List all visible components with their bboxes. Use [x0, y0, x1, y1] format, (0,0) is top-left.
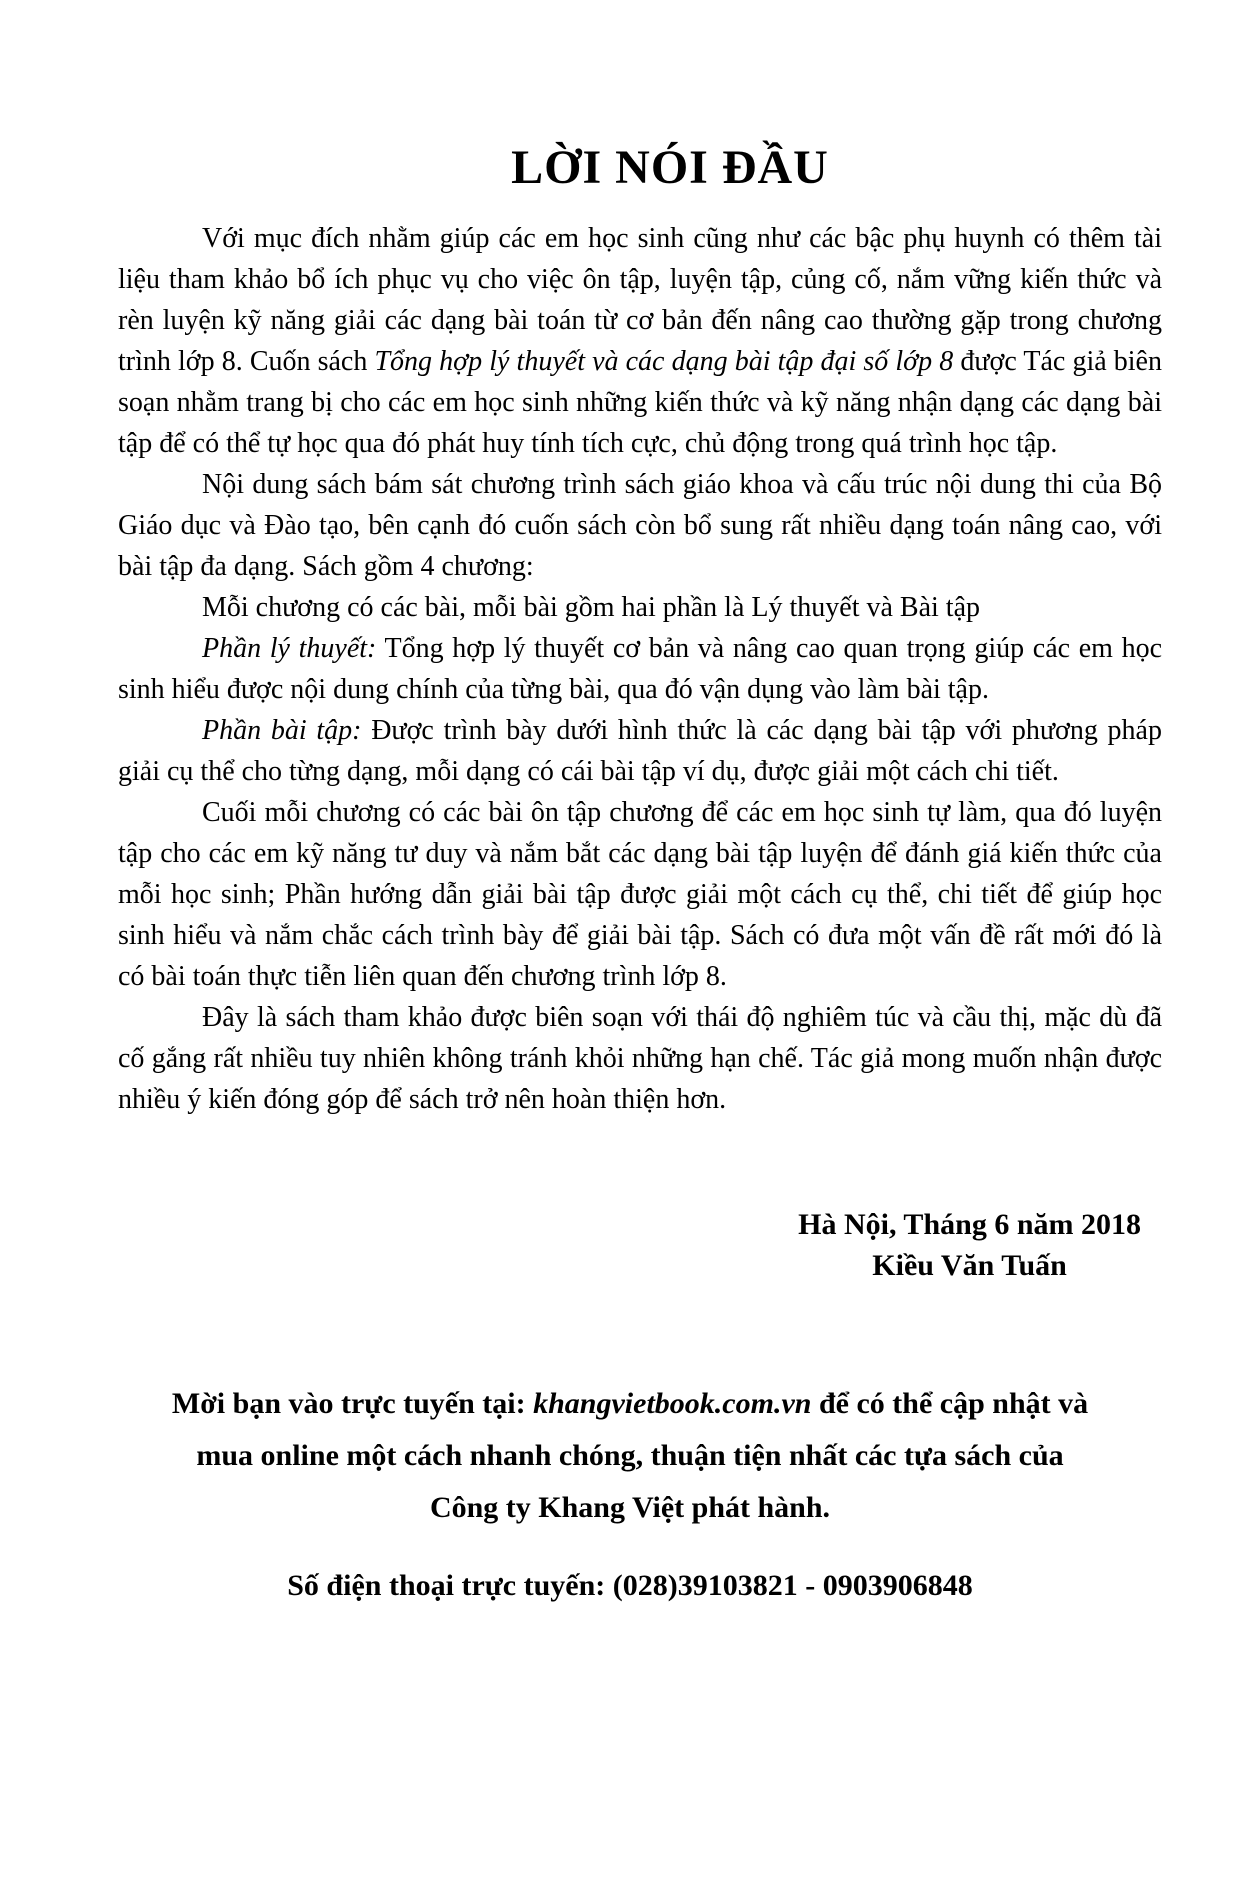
paragraph: Nội dung sách bám sát chương trình sách giáo khoa và cấu trúc nội dung thi của Bộ Giáo dục và Đào tạo, bên cạnh đó cuốn sách còn bổ sung rất nhiều dạng toán nâng cao, với bài tập đa dạng. Sách gồm 4 chương: — [118, 469, 1162, 582]
signature-author: Kiều Văn Tuấn — [872, 1249, 1067, 1282]
paragraph: Phần lý thuyết: Tổng hợp lý thuyết cơ bản và nâng cao quan trọng giúp các em học sinh hiểu được nội dung chính của từng bài, qua đó vận dụng vào làm bài tập. — [118, 633, 1162, 705]
promo-line: Mời bạn vào trực tuyến tại: khangvietbook.com.vn để có thể cập nhật và — [171, 1387, 1089, 1420]
promo-line: Công ty Khang Việt phát hành. — [429, 1491, 831, 1524]
preface-body — [118, 218, 1162, 1120]
paragraph: Phần bài tập: Được trình bày dưới hình thức là các dạng bài tập với phương pháp giải cụ thể cho từng dạng, mỗi dạng có cái bài tập ví dụ, được giải một cách chi tiết. — [118, 715, 1162, 787]
promo-line: mua online một cách nhanh chóng, thuận tiện nhất các tựa sách của — [196, 1439, 1064, 1472]
paragraph: Với mục đích nhằm giúp các em học sinh cũng như các bậc phụ huynh có thêm tài liệu tham khảo bổ ích phục vụ cho việc ôn tập, luyện tập, củng cố, nắm vững kiến thức và rèn luyện kỹ năng giải các dạng bài toán từ cơ bản đến nâng cao thường gặp trong chương trình lớp 8. Cuốn sách Tổng hợp lý thuyết và các dạng bài tập đại số lớp 8 được Tác giả biên soạn nhằm trang bị cho các em học sinh những kiến thức và kỹ năng nhận dạng các dạng bài tập để có thể tự học qua đó phát huy tính tích cực, chủ động trong quá trình học tập. — [118, 223, 1162, 459]
paragraph: Cuối mỗi chương có các bài ôn tập chương để các em học sinh tự làm, qua đó luyện tập cho các em kỹ năng tư duy và nắm bắt các dạng bài tập luyện để đánh giá kiến thức của mỗi học sinh; Phần hướng dẫn giải bài tập được giải một cách cụ thể, chi tiết để giúp học sinh hiểu và nắm chắc cách trình bày để giải bài tập. Sách có đưa một vấn đề rất mới đó là có bài toán thực tiễn liên quan đến chương trình lớp 8. — [118, 797, 1162, 992]
paragraph: Mỗi chương có các bài, mỗi bài gồm hai phần là Lý thuyết và Bài tập — [202, 592, 980, 623]
paragraph: Đây là sách tham khảo được biên soạn với thái độ nghiêm túc và cầu thị, mặc dù đã cố gắng rất nhiều tuy nhiên không tránh khỏi những hạn chế. Tác giả mong muốn nhận được nhiều ý kiến đóng góp để sách trở nên hoàn thiện hơn. — [118, 1002, 1162, 1115]
signature-block — [798, 1204, 1141, 1286]
page-title: LỜI NÓI ĐẦU — [511, 141, 829, 194]
footer-promo-block — [0, 1378, 1260, 1612]
footer-phone: Số điện thoại trực tuyến: (028)39103821 - 0903906848 — [287, 1569, 973, 1602]
signature-place-date: Hà Nội, Tháng 6 năm 2018 — [798, 1208, 1141, 1241]
